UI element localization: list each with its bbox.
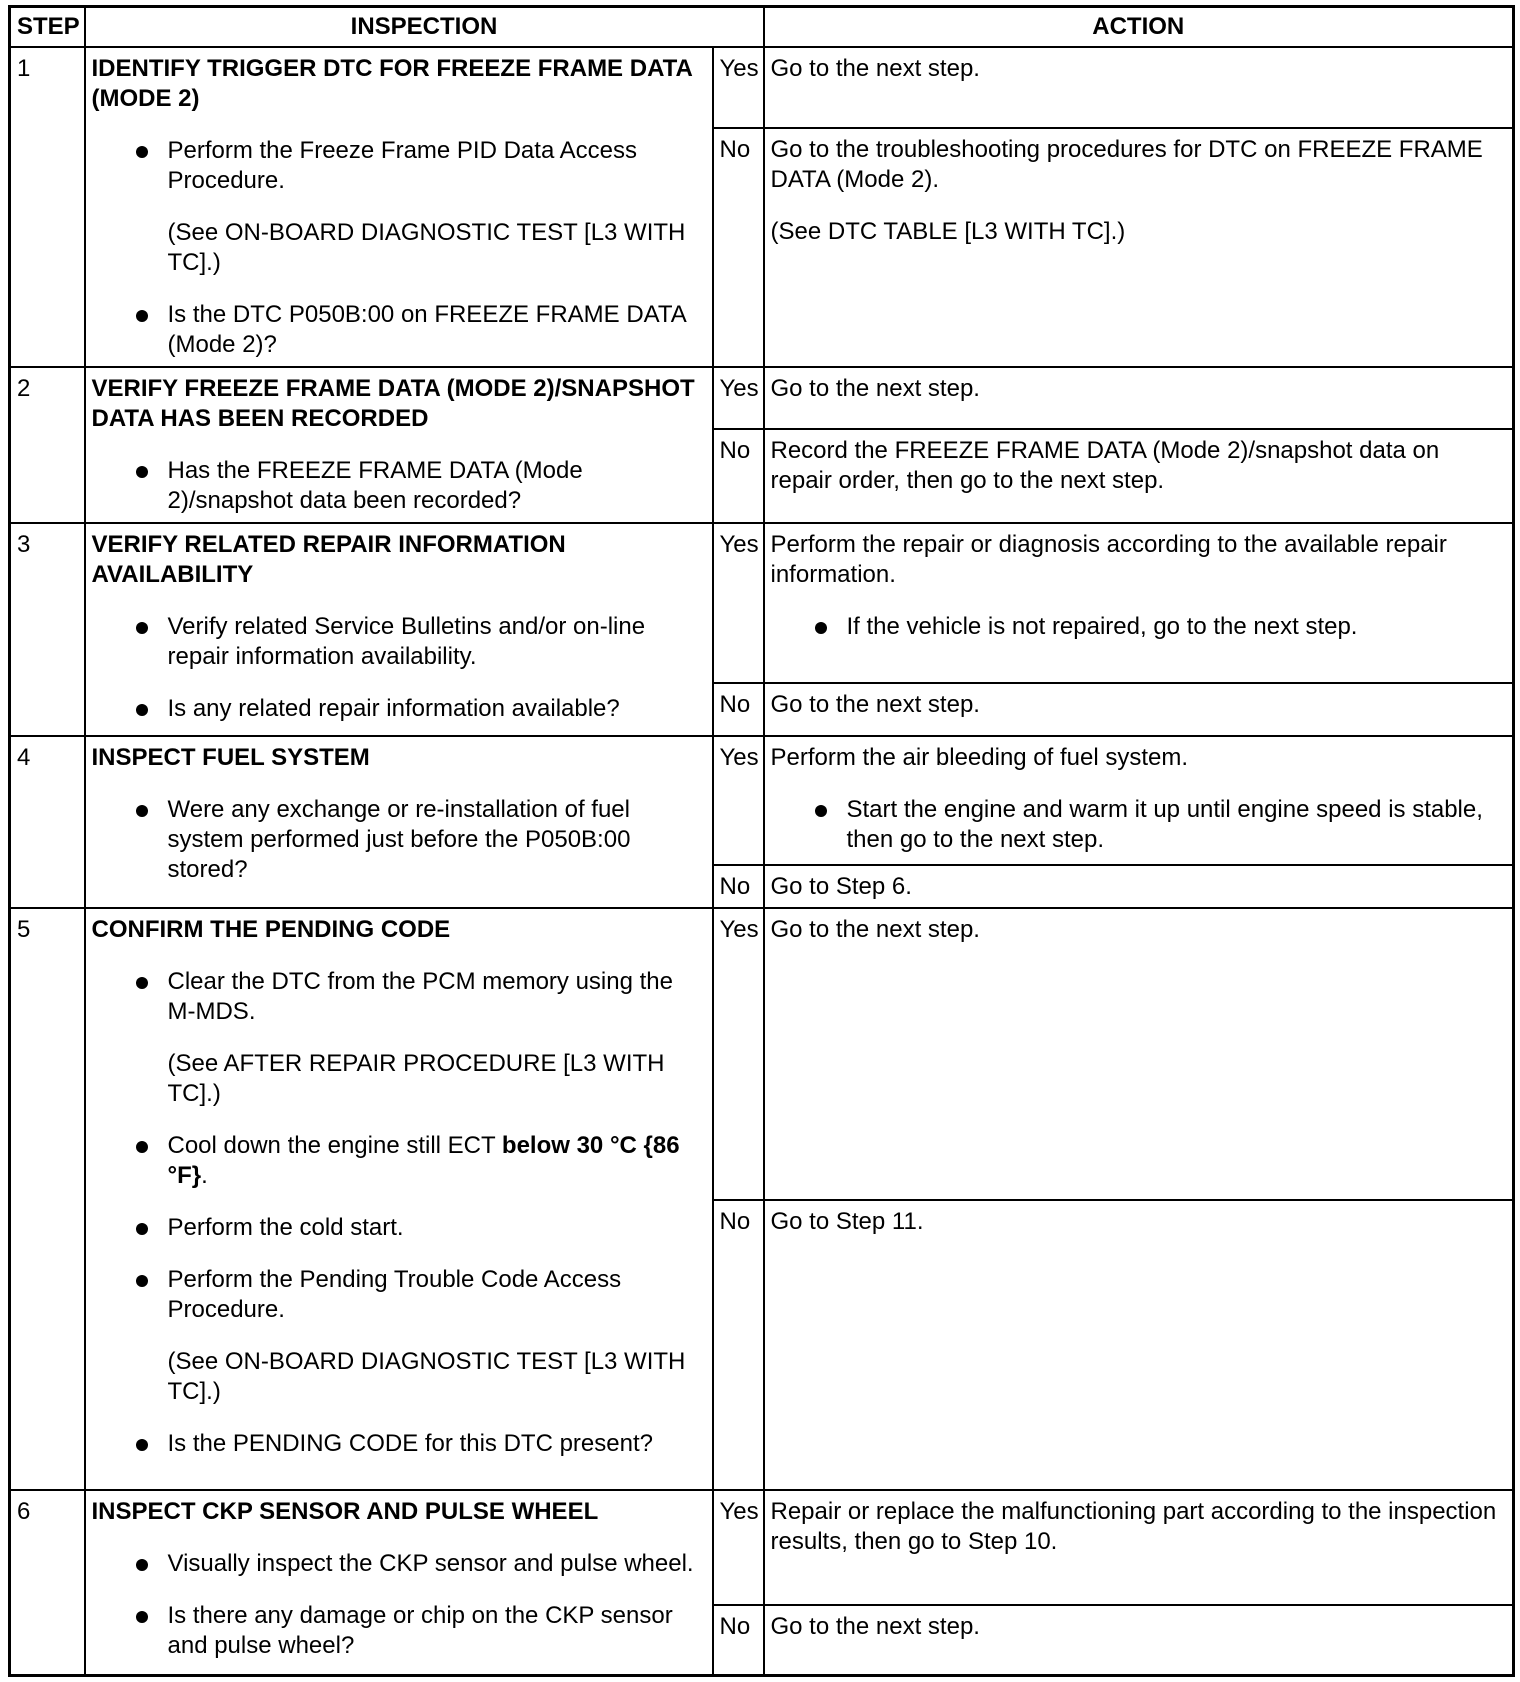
header-action: ACTION (764, 7, 1514, 48)
step-number: 6 (10, 1490, 85, 1676)
inspection-text: Is there any damage or chip on the CKP sensor and pulse wheel? (167, 1602, 673, 1659)
action-no (764, 683, 1514, 736)
inspection-text: Verify related Service Bulletins and/or on-line repair information availability. (167, 612, 646, 670)
step-6-yes-row (10, 1490, 1514, 1605)
reference-note: (See AFTER REPAIR PROCEDURE [L3 WITH TC].) (167, 1049, 665, 1107)
inspection-cell (85, 47, 713, 367)
inspection-text: Is any related repair information available? (167, 694, 620, 722)
answer-yes: Yes (713, 1490, 764, 1605)
step-title: IDENTIFY TRIGGER DTC FOR FREEZE FRAME DATA (MODE 2) (91, 55, 692, 112)
inspection-item (92, 694, 706, 724)
action-yes (764, 908, 1514, 1200)
action-text: Perform the air bleeding of fuel system. (770, 744, 1189, 772)
inspection-item (92, 1131, 706, 1191)
action-no (764, 1200, 1514, 1490)
diagnostic-table (8, 5, 1515, 1677)
answer-yes: Yes (713, 523, 764, 683)
step-title: VERIFY FREEZE FRAME DATA (MODE 2)/SNAPSHOT DATA HAS BEEN RECORDED (91, 375, 695, 433)
inspection-text: Is the PENDING CODE for this DTC present? (167, 1429, 653, 1457)
action-text: Go to the next step. (770, 690, 980, 718)
step-4-yes-row (10, 736, 1514, 865)
step-number: 1 (10, 47, 85, 367)
action-no (764, 865, 1514, 907)
header-inspection: INSPECTION (85, 7, 764, 48)
step-number: 2 (10, 367, 85, 522)
action-text: Go to the troubleshooting procedures for DTC on FREEZE FRAME DATA (Mode 2). (770, 135, 1483, 193)
action-text: Record the FREEZE FRAME DATA (Mode 2)/snapshot data on repair order, then go to the next step. (770, 436, 1440, 494)
header-row (10, 7, 1514, 48)
inspection-cell (85, 523, 713, 737)
inspection-text: Perform the Freeze Frame PID Data Access Procedure. (167, 137, 637, 194)
inspection-cell (85, 736, 713, 907)
action-text: Go to Step 6. (770, 873, 912, 901)
inspection-item (92, 795, 706, 885)
action-bullet: Start the engine and warm it up until engine speed is stable, then go to the next step. (771, 795, 1507, 855)
answer-no: No (713, 1200, 764, 1490)
inspection-list (92, 456, 706, 516)
step-title: INSPECT FUEL SYSTEM (91, 744, 370, 772)
inspection-item (92, 300, 706, 360)
action-yes (764, 523, 1514, 683)
inspection-list (92, 967, 706, 1459)
action-text: Go to Step 11. (770, 1207, 924, 1235)
action-yes (764, 1490, 1514, 1605)
answer-yes: Yes (713, 367, 764, 428)
inspection-item (92, 612, 706, 672)
action-text: Go to the next step. (770, 915, 980, 943)
step-title: INSPECT CKP SENSOR AND PULSE WHEEL (91, 1498, 599, 1525)
step-3-yes-row (10, 523, 1514, 683)
temperature-value: below 30 °C {86 °F} (167, 1131, 680, 1189)
reference-note: (See ON-BOARD DIAGNOSTIC TEST [L3 WITH TC].) (167, 1347, 686, 1405)
inspection-item (92, 1265, 706, 1407)
inspection-item (92, 1549, 706, 1579)
answer-no: No (713, 865, 764, 907)
inspection-text: Were any exchange or re-installation of fuel system performed just before the P050B:00 stored? (167, 796, 631, 884)
inspection-text-tail: . (201, 1161, 208, 1189)
action-no (764, 1605, 1514, 1676)
inspection-list (92, 136, 706, 360)
action-no (764, 128, 1514, 368)
inspection-list (92, 612, 706, 724)
action-text: Go to the next step. (770, 375, 980, 403)
action-yes (764, 47, 1514, 128)
answer-no: No (713, 683, 764, 736)
inspection-item (92, 1429, 706, 1459)
reference-note: (See DTC TABLE [L3 WITH TC].) (770, 217, 1126, 245)
inspection-list (92, 795, 706, 885)
step-1-yes-row (10, 47, 1514, 128)
inspection-text: Visually inspect the CKP sensor and pulse wheel. (167, 1550, 694, 1577)
inspection-item (92, 136, 706, 278)
inspection-list (92, 1549, 706, 1661)
inspection-text: Perform the cold start. (167, 1213, 404, 1241)
step-5-yes-row (10, 908, 1514, 1200)
inspection-cell (85, 908, 713, 1490)
answer-yes: Yes (713, 47, 764, 128)
action-yes (764, 367, 1514, 428)
answer-yes: Yes (713, 908, 764, 1200)
inspection-cell (85, 367, 713, 522)
inspection-item (92, 1601, 706, 1661)
action-bullet: If the vehicle is not repaired, go to the next step. (771, 612, 1507, 642)
inspection-cell (85, 1490, 713, 1676)
action-no (764, 429, 1514, 523)
answer-no: No (713, 128, 764, 368)
inspection-text: Has the FREEZE FRAME DATA (Mode 2)/snapshot data been recorded? (167, 457, 583, 515)
step-2-yes-row (10, 367, 1514, 428)
header-step: STEP (10, 7, 85, 48)
inspection-item (92, 456, 706, 516)
answer-no: No (713, 429, 764, 523)
answer-no: No (713, 1605, 764, 1676)
step-number: 5 (10, 908, 85, 1490)
reference-note: (See ON-BOARD DIAGNOSTIC TEST [L3 WITH TC].) (167, 219, 686, 276)
action-text: Go to the next step. (770, 1612, 980, 1640)
inspection-text: Is the DTC P050B:00 on FREEZE FRAME DATA (Mode 2)? (167, 301, 686, 358)
inspection-text: Perform the Pending Trouble Code Access Procedure. (167, 1265, 622, 1323)
action-yes (764, 736, 1514, 865)
inspection-text: Cool down the engine still ECT (167, 1131, 502, 1159)
inspection-text: Clear the DTC from the PCM memory using the M-MDS. (167, 967, 673, 1025)
step-title: VERIFY RELATED REPAIR INFORMATION AVAILABILITY (91, 530, 566, 588)
action-text: Go to the next step. (770, 55, 980, 82)
answer-yes: Yes (713, 736, 764, 865)
inspection-item (92, 1213, 706, 1243)
action-text: Repair or replace the malfunctioning part according to the inspection results, then go to Step 10. (770, 1498, 1497, 1555)
step-number: 4 (10, 736, 85, 907)
action-text: Perform the repair or diagnosis according to the available repair information. (770, 530, 1447, 588)
step-number: 3 (10, 523, 85, 737)
inspection-item (92, 967, 706, 1109)
step-title: CONFIRM THE PENDING CODE (91, 915, 451, 943)
